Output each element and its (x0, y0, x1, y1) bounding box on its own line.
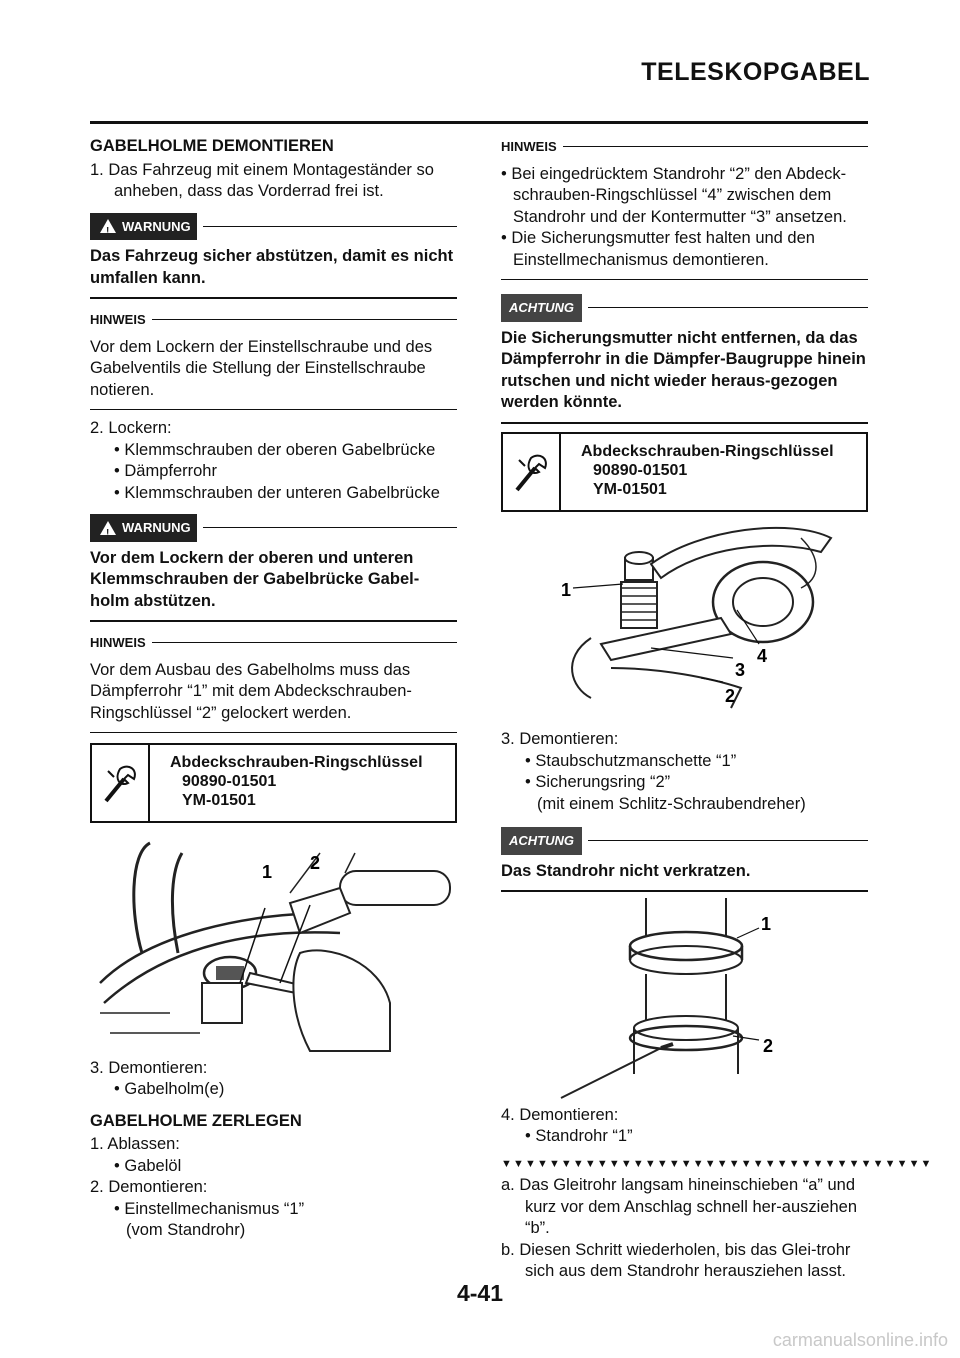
hinweis-item: • Bei eingedrücktem Standrohr “2” den Abdeck-schrauben-Ringschlüssel “4” zwischen dem Standrohr und der Kontermutter “3” ansetzen. (501, 164, 847, 226)
warning-label-row (90, 514, 457, 542)
figure-damper-wrench (501, 518, 868, 730)
hinweis-text: Vor dem Ausbau des Gabelholms muss das Dämpferrohr “1” mit dem Abdeckschrauben-Ringschlüssel “2” gelockert werden. (90, 660, 412, 722)
divider (588, 840, 868, 841)
wrench-icon (92, 745, 150, 821)
step-3: 3. Demontieren: (501, 730, 619, 748)
step-2-item: • Klemmschrauben der unteren Gabelbrücke (114, 483, 440, 502)
divider (152, 642, 457, 643)
tool-number: YM-01501 (593, 480, 667, 498)
page-header-title: TELESKOPGABEL (641, 58, 870, 86)
divider (501, 279, 868, 280)
figure-fork-wrench (90, 833, 457, 1058)
callout-label: 2 (725, 685, 736, 706)
tool-number: 90890-01501 (593, 461, 688, 479)
caution-text: Die Sicherungsmutter nicht entfernen, da das Dämpferrohr in die Dämpfer-Baugruppe hinein rutschen und nicht wieder heraus-gezogen werden könnte. (501, 328, 866, 411)
callout-label: 3 (735, 659, 746, 680)
callout-label: 2 (763, 1036, 774, 1056)
z-step-1-item: • Gabelöl (114, 1156, 182, 1175)
procedure-start-marker: ▼▼▼▼▼▼▼▼▼▼▼▼▼▼▼▼▼▼▼▼▼▼▼▼▼▼▼▼▼▼▼▼▼▼▼▼ (501, 1157, 933, 1170)
caution-badge: ACHTUNG (501, 294, 582, 322)
page-number: 4-41 (456, 1280, 504, 1306)
sub-step-a: a. Das Gleitrohr langsam hineinschieben “a” und kurz vor dem Anschlag schnell her-ausziehen “b”. (501, 1176, 858, 1237)
sub-step-b: b. Diesen Schritt wiederholen, bis das Glei-trohr sich aus dem Standrohr herausziehen lasst. (501, 1240, 851, 1280)
step-3-item: • Staubschutzmanschette “1” (525, 751, 737, 770)
hinweis-label-row (90, 309, 457, 331)
step-2-item: • Klemmschrauben der oberen Gabelbrücke (114, 440, 436, 459)
caution-label-row (501, 294, 868, 322)
warning-label-row (90, 213, 457, 241)
hinweis-item: • Die Sicherungsmutter fest halten und den Einstellmechanismus demontieren. (501, 229, 815, 269)
figure-tube-retainer (501, 898, 868, 1105)
divider (203, 226, 457, 227)
hinweis-label: HINWEIS (90, 635, 146, 650)
step-4-item: • Standrohr “1” (525, 1127, 633, 1145)
step-3-note: (mit einem Schlitz-Schraubendreher) (537, 794, 806, 813)
watermark: carmanualsonline.info (772, 1330, 948, 1350)
divider (203, 527, 457, 528)
callout-label: 2 (310, 853, 321, 873)
z-step-2: 2. Demontieren: (90, 1178, 208, 1196)
step-3: 3. Demontieren: (90, 1058, 208, 1077)
hinweis-label: HINWEIS (90, 312, 146, 327)
divider (90, 732, 457, 733)
caution-text: Das Standrohr nicht verkratzen. (501, 861, 751, 880)
tool-name: Abdeckschrauben-Ringschlüssel (170, 754, 423, 771)
step-2: 2. Lockern: (90, 419, 172, 437)
divider (588, 307, 868, 308)
z-step-2-note: (vom Standrohr) (126, 1221, 246, 1239)
callout-label: 4 (757, 645, 768, 666)
divider (90, 620, 457, 622)
warning-badge (90, 213, 197, 241)
section-title-demontieren: GABELHOLME DEMONTIEREN (90, 137, 334, 155)
warning-badge (90, 514, 197, 542)
illustration (90, 833, 457, 1051)
warning-label: WARNUNG (122, 520, 191, 535)
divider (501, 890, 868, 892)
caution-badge: ACHTUNG (501, 827, 582, 855)
hinweis-text: Vor dem Lockern der Einstellschraube und des Gabelventils die Stellung der Einstellschraube notieren. (90, 337, 433, 399)
callout-label: 1 (561, 579, 572, 600)
right-column (501, 136, 933, 1283)
step-2-item: • Dämpferrohr (114, 462, 217, 480)
hinweis-label-row (501, 136, 868, 158)
illustration (501, 898, 868, 1098)
tool-number: YM-01501 (182, 792, 256, 809)
warning-text: Vor dem Lockern der oberen und unteren Klemmschrauben der Gabelbrücke Gabel-holm abstützen. (90, 548, 420, 610)
header-rule (90, 121, 868, 124)
hinweis-label-row (90, 632, 457, 654)
special-tool-box (90, 743, 457, 823)
step-4: 4. Demontieren: (501, 1105, 619, 1124)
divider (152, 319, 457, 320)
warning-label: WARNUNG (122, 218, 191, 234)
warning-icon (100, 521, 116, 535)
z-step-1: 1. Ablassen: (90, 1135, 180, 1153)
callout-label: 1 (761, 914, 772, 934)
warning-icon (100, 219, 116, 233)
tool-name: Abdeckschrauben-Ringschlüssel (581, 442, 834, 460)
step-1: 1. Das Fahrzeug mit einem Montageständer so anheben, dass das Vorderrad frei ist. (90, 160, 434, 200)
divider (90, 297, 457, 299)
divider (501, 422, 868, 424)
tool-number: 90890-01501 (182, 773, 277, 790)
illustration (501, 518, 868, 723)
left-column (90, 136, 457, 1242)
warning-text: Das Fahrzeug sicher abstützen, damit es nicht umfallen kann. (90, 247, 454, 287)
caution-label-row (501, 827, 868, 855)
hinweis-label: HINWEIS (501, 139, 557, 154)
step-3-item: • Gabelholm(e) (114, 1080, 225, 1098)
step-3-item: • Sicherungsring “2” (525, 773, 671, 791)
divider (563, 146, 868, 147)
special-tool-box (501, 432, 868, 512)
wrench-icon (503, 434, 561, 510)
z-step-2-item: • Einstellmechanismus “1” (114, 1199, 305, 1218)
callout-label: 1 (262, 862, 273, 882)
divider (90, 409, 457, 410)
section-title-zerlegen: GABELHOLME ZERLEGEN (90, 1111, 302, 1130)
